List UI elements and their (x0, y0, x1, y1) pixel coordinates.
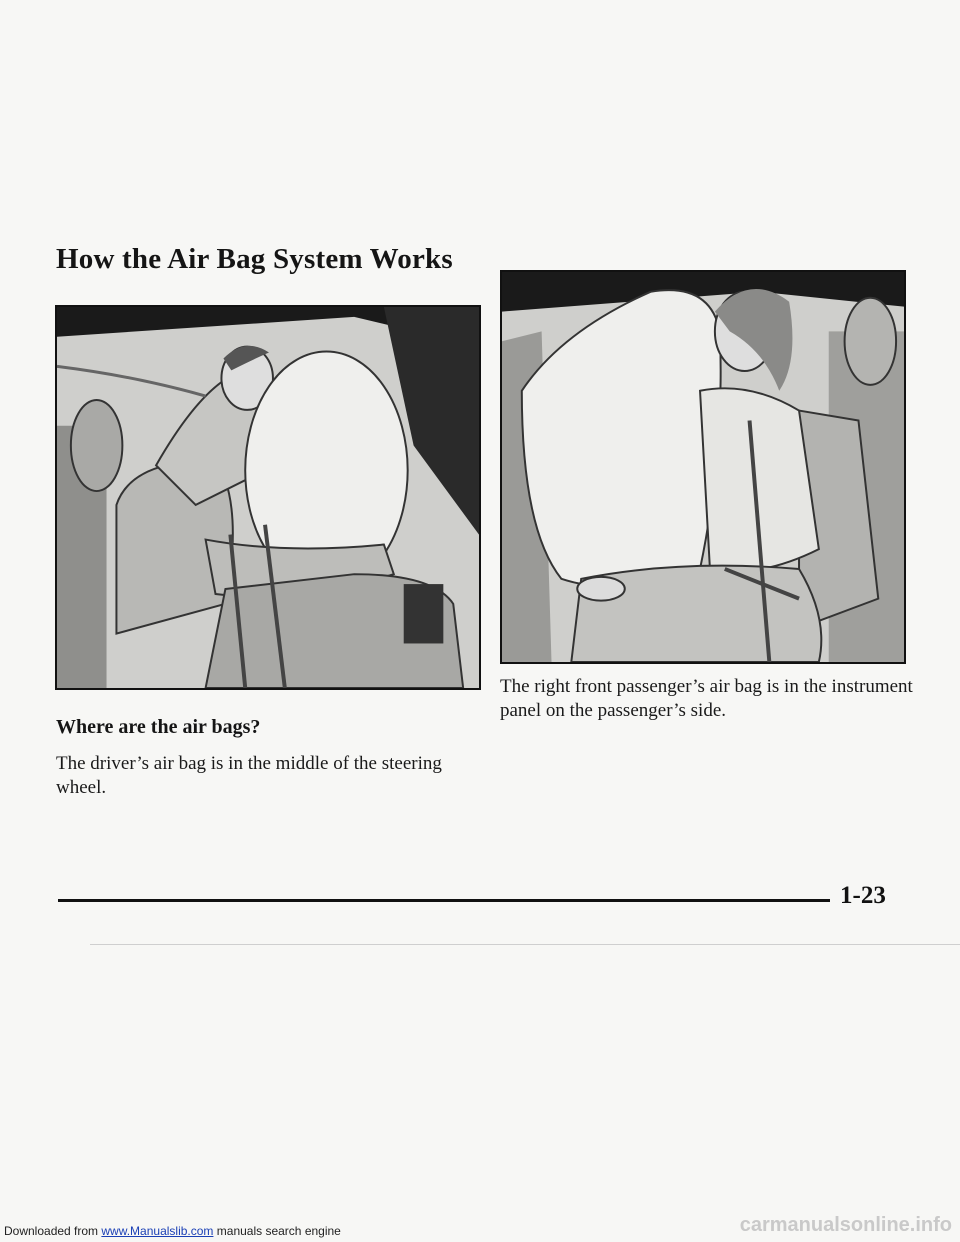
passenger-air-bag-illustration (500, 270, 906, 664)
driver-air-bag-text: The driver’s air bag is in the middle of the steering wheel. (56, 753, 442, 798)
manualslib-link[interactable]: www.Manualslib.com (101, 1224, 214, 1238)
passenger-air-bag-text: The right front passenger’s air bag is in the instrument panel on the passenger’s side. (500, 676, 913, 721)
driver-air-bag-illustration (55, 305, 481, 690)
scan-rule (90, 944, 960, 945)
page-rule (58, 899, 830, 902)
download-footer (4, 1224, 341, 1238)
air-bags-question-heading: Where are the air bags? (56, 716, 261, 738)
footer-prefix: Downloaded from (4, 1224, 102, 1238)
page-number: 1-23 (840, 882, 886, 909)
section-title: How the Air Bag System Works (56, 243, 453, 275)
site-watermark: carmanualsonline.info (739, 1214, 952, 1236)
footer-suffix: manuals search engine (213, 1224, 341, 1238)
